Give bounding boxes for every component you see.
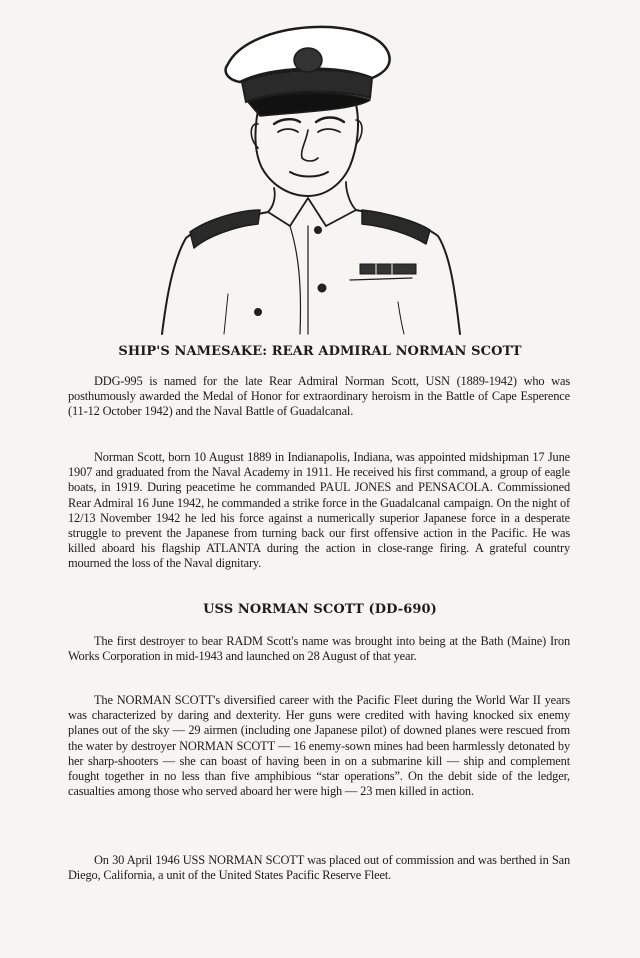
paragraph-career: The NORMAN SCOTT's diversified career with the Pacific Fleet during the World War II years was characterized by daring and dexterity. Her guns were credited with having knocked six enemy planes out of the sky — 29 airmen (including one Japanese pilot) of downed planes were rescued from the water by destroyer NORMAN SCOTT — 16 enemy-sown mines had been harmlessly detonated by her sharp-shooters — she can boast of having been in on a submarine kill — ship and complement fought together in no less than five amphibious “star operations”. On the debit side of the ledger, casualties among those who served aboard her were high — 23 men killed in action. [68,693,570,799]
paragraph-first-destroyer: The first destroyer to bear RADM Scott's name was brought into being at the Bath (Maine) Iron Works Corporation in mid-1943 and launched on 28 August of that year. [68,634,570,664]
ship-heading: USS NORMAN SCOTT (DD-690) [203,602,437,617]
admiral-portrait-illustration [150,12,480,342]
paragraph-biography: Norman Scott, born 10 August 1889 in Indianapolis, Indiana, was appointed midshipman 17 June 1907 and graduated from the Naval Academy in 1911. He received his first command, a group of eagle boats, in 1919. During peacetime he commanded PAUL JONES and PENSACOLA. Commissioned Rear Admiral 16 June 1942, he commanded a strike force in the Guadalcanal campaign. On the night of 12/13 November 1942 he led his force against a numerically superior Japanese force in a desperate struggle to prevent the Japanese from turning back our first offensive action in the Pacific. He was killed aboard his flagship ATLANTA during the action in close-range firing. A grateful country mourned the loss of the Naval dignitary. [68,450,570,571]
namesake-heading: SHIP'S NAMESAKE: REAR ADMIRAL NORMAN SCOTT [118,344,522,359]
paragraph-decommission: On 30 April 1946 USS NORMAN SCOTT was placed out of commission and was berthed in San Diego, California, a unit of the United States Pacific Reserve Fleet. [68,853,570,883]
paragraph-intro: DDG-995 is named for the late Rear Admiral Norman Scott, USN (1889-1942) who was posthumously awarded the Medal of Honor for extraordinary heroism in the Battle of Cape Esperence (11-12 October 1942) and the Naval Battle of Guadalcanal. [68,374,570,419]
